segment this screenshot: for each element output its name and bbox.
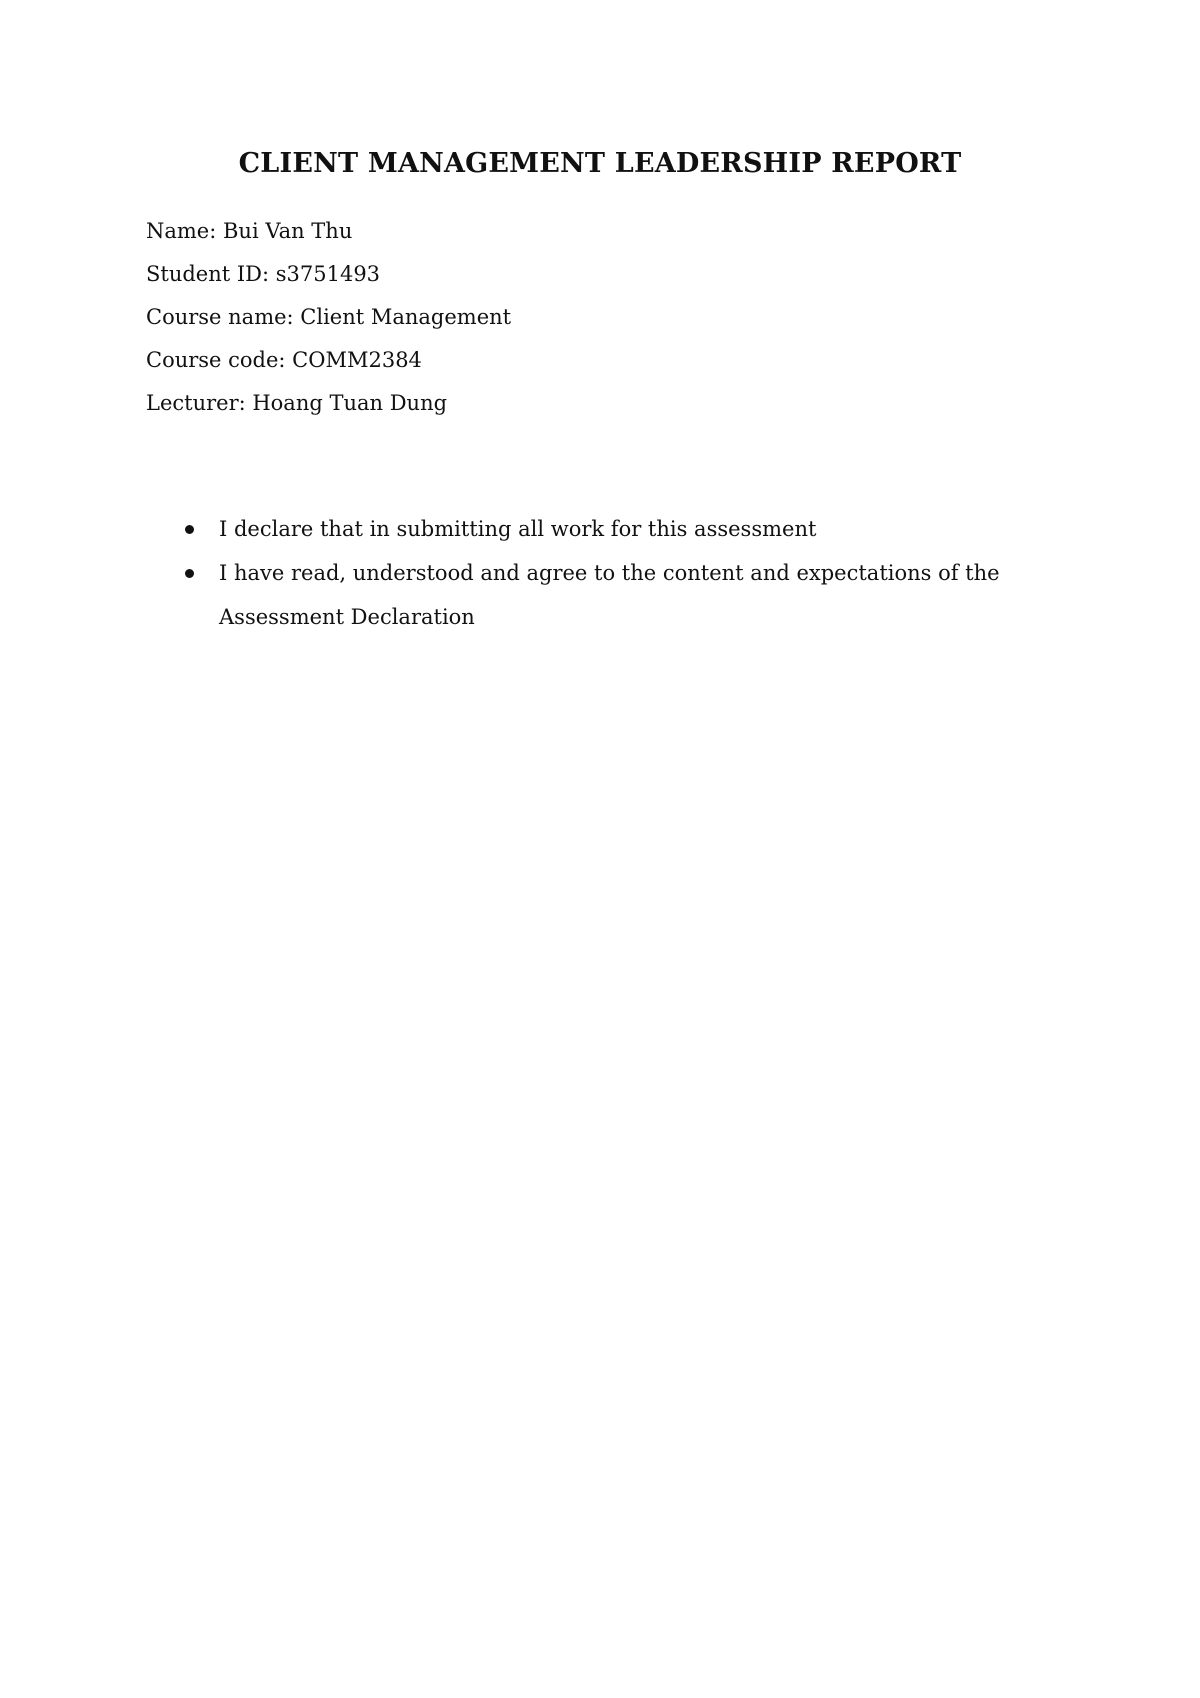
- report-title: CLIENT MANAGEMENT LEADERSHIP REPORT: [238, 148, 962, 179]
- declaration-text: I declare that in submitting all work for this assessment: [219, 517, 817, 541]
- declaration-item: [183, 507, 1003, 551]
- bullet-icon: [185, 525, 194, 534]
- course-name: Course name: Client Management: [146, 305, 512, 329]
- declaration-item: [183, 551, 1003, 639]
- course-code: Course code: COMM2384: [146, 348, 422, 372]
- declaration-text: I have read, understood and agree to the content and expectations of the Assessment Declaration: [219, 561, 1000, 629]
- student-info-block: [146, 210, 511, 425]
- student-id: Student ID: s3751493: [146, 262, 381, 286]
- student-name: Name: Bui Van Thu: [146, 219, 353, 243]
- lecturer-name: Lecturer: Hoang Tuan Dung: [146, 391, 448, 415]
- bullet-icon: [185, 569, 194, 578]
- declaration-list: [183, 507, 1003, 639]
